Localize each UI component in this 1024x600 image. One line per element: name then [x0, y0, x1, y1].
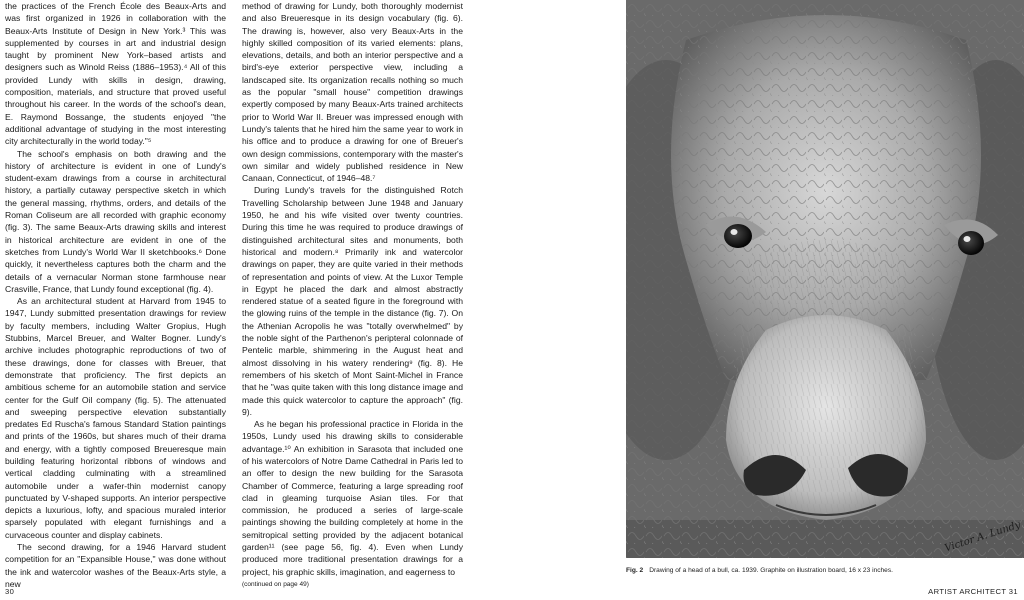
text-column-left	[5, 0, 226, 590]
paragraph: method of drawing for Lundy, both thoroughly modernist and also Breueresque in its design vocabulary (fig. 6). The drawing is, however, also very Beaux-Arts in the highly skilled composition of its varied elements: plans, elevations, details, and both an interior perspective and a bird's-eye exterior perspective view, including a landscaped site. Its organization recalls nothing so much as the popular "small house" competition drawings expertly composed by many Beaux-Arts trained architects prior to World War II. Breuer was impressed enough with Lundy's talents that he hired him the same year to work in his office and to produce a drawing for one of Breuer's own design commissions, contemporary with the master's own similar and widely published residence in New Canaan, Connecticut, of 1946–48.⁷	[242, 1, 463, 184]
caption-label: Fig. 2	[626, 567, 644, 574]
page-number-left: 30	[5, 587, 15, 596]
running-footer-right: ARTIST ARCHITECT 31	[928, 587, 1018, 596]
paragraph: As an architectural student at Harvard from 1945 to 1947, Lundy submitted presentation drawings for review by faculty members, including Walter Gropius, Hugh Stubbins, Marcel Breuer, and Walter Bogner. Lundy's archive includes photographic reproductions of two of these drawings, done for classes with Breuer, that demonstrate that proficiency. The first depicts an ambitious scheme for an automobile station and service center for the Gulf Oil company (fig. 5). The attenuated and sweeping perspective elevation substantially predates Ed Ruscha's famous Standard Station paintings and prints of the 1960s, but shares much of their drama and energy, with a tightly composed Breueresque main building featuring horizontal ribbons of windows and vertical cladding culminating with a streamlined automobile under a wafer-thin modernist canopy punctuated by V-shaped supports. An interior perspective depicts a luxurious, lofty, and spacious muraled interior sparsely populated with elegant furnishings and a curvaceous counter and display cabinets.	[5, 296, 226, 540]
continued-note: (continued on page 49)	[242, 580, 309, 588]
paragraph: As he began his professional practice in Florida in the 1950s, Lundy used his drawing skills to considerable advantage.¹⁰ An exhibition in Sarasota that included one of his watercolors of Notre Dame Cathedral in Paris led to an offer to design the new building for the Sarasota Chamber of Commerce, featuring a large spreading roof clad in gleaming turquoise Asian tiles. For that commission, he produced a series of large-scale paintings showing the building completely at home in the semitropical setting provided by the adjacent botanical garden¹¹ (see page 56, fig. 4). Even when Lundy produced more traditional presentation drawings for a project, his graphic skills, imagination, and eagerness to	[242, 419, 463, 577]
caption-text: Drawing of a head of a bull, ca. 1939. Graphite on illustration board, 16 x 23 inches.	[649, 567, 893, 574]
paragraph: During Lundy's travels for the distinguished Rotch Travelling Scholarship between June 1948 and January 1950, he and his wife visited over twenty countries. During this time he was required to produce drawings of distinguished architectural sites and monuments, both historical and modern.⁸ Primarily ink and watercolor drawings on paper, they are quite varied in their methods of representation and points of view. At the Luxor Temple in Egypt he placed the dark and almost abstractly rendered statue of a seated figure in the foreground with the glowing ruins of the temple in the distance (fig. 7). On the Athenian Acropolis he was "totally overwhelmed" by the noble sight of the Parthenon's peripteral colonnade of Pentelic marble, shimmering in the August heat and almost dissolving in his watery rendering⁹ (fig. 8). He remembers of his sketch of Mont Saint-Michel in France that he "was quite taken with this long distance image and made this quick watercolor to capture the approach" (fig. 9).	[242, 185, 463, 417]
paragraph: The school's emphasis on both drawing and the history of architecture is evident in one of Lundy's student-exam drawings from a course in architectural history, a partially cutaway perspective sketch in which the general massing, rhythms, orders, and details of the Roman Coliseum are all recorded with graphic economy (fig. 3). The same Beaux-Arts drawing skills and interest in historical architecture are evident in one of the sketches from Lundy's World War II sketchbooks.⁶ Done quickly, it nevertheless captures both the charm and the details of a vernacular Norman stone farmhouse near Crasville, France, that Lundy found exceptional (fig. 4).	[5, 148, 226, 294]
bull-head-illustration	[626, 0, 1024, 558]
paragraph: the practices of the French École des Beaux-Arts and was first organized in 1926 in collaboration with the Beaux-Arts Institute of Design in New York.³ This was supplemented by courses in art and industrial design taught by prominent New York–based artists and designers such as Winold Reiss (1886–1953).⁴ All of this provided Lundy with skills in design, drawing, composition, materials, and structure that proved useful throughout his career. In the words of the school's dean, E. Raymond Bossange, the students enjoyed "the additional advantage of studying in the most interesting city architecturally in the world today."⁵	[5, 1, 226, 147]
bull-drawing-figure	[626, 0, 1024, 558]
figure-caption	[626, 566, 1016, 575]
artist-signature: Victor A. Lundy	[943, 519, 1022, 555]
text-column-middle	[242, 0, 463, 590]
paragraph: The second drawing, for a 1946 Harvard student competition for an "Expansible House," was done without the ink and watercolor washes of the Beaux-Arts style, a new	[5, 542, 226, 589]
